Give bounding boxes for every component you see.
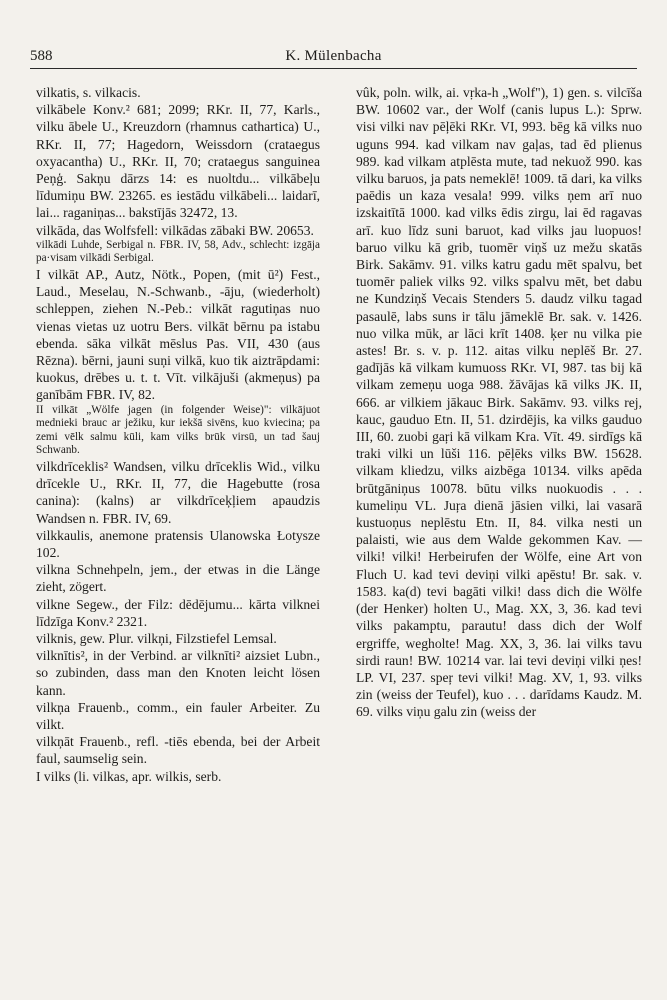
entry-vilkat-1: I vilkāt AP., Autz, Nötk., Popen, (mit ū²) Fest., Laud., Meselau, N.-Schwanb., -āju, (wiederholt) schleppen, ziehen N.-Peb.: vilkāt ragutiņas nuo vienas vietas uz uotru Bers. vilkāt bērnu pa istabu ebenda. sāka vilkāt mēslus Pas. VII, 430 (aus Rēzna). bērni, jauni suņi vilkā, kuo tik aiztrāpdami: kuokus, drēbes u. t. t. Vīt. vilkājuši (akmeņus) pa ganībām FBR. IV, 82. xyxy=(36,267,320,403)
page-header xyxy=(30,48,637,69)
page-number: 588 xyxy=(30,48,53,64)
entry-vilknitis: vilknītis², in der Verbind. ar vilknīti² aizsiet Lubn., so zubinden, dass man den Knoten leicht lösen kann. xyxy=(36,648,320,698)
entry-vilkatis: vilkatis, s. vilkacis. xyxy=(36,85,141,100)
entry-vilknis: vilknis, gew. Plur. vilkņi, Filzstiefel Lemsal. xyxy=(36,631,277,647)
entry-vilkkaulis: vilkkaulis, anemone pratensis Ulanowska Łotysze 102. xyxy=(36,527,320,561)
left-column xyxy=(36,84,320,990)
entry-vilks-continued: vûk, poln. wilk, ai. vṛka-h „Wolf"), 1) gen. s. vilcīša BW. 10602 var., der Wolf (canis lupus L.): Sprw. visi vilki nav pēļēki RKr. VI, 993. bēg kā vilks nuo uguns 994. kad vilkam nav gaļas, tad ēd plienus 989. kad vilkam atplēsta mute, tad nekuož 990. kas vilku baruos, ja pats nemeklē! 1009. tā dari, ka vilks paēdis un kaza vesala! 999. vilks ņem arī nuo izskaitītā 1000. kad vilks ēdis zirgu, lai ēd ragavas arī. kuo līdz suni baruot, kad vilks jau luopuos! baruo vilku kā grib, tuomēr viņš uz mežu skatās Birk. Sakāmv. 91. vilks katru gadu mēt spalvu, bet tuomēr paliek vilks 92. vilks spalvu mēt, bet dabu ne Kundziņš Vecais Stenders 5. daudz vilku tagad pasaulē, labs suns ir tālu jāmeklē Br. sak. v. 1426. nuo vilka mūk, ar lāci krīt 1408. ķer nu vilka pie astes! Br. s. v. p. 112. aitas vilku neplēš Br. 27. gadījās kā vilkam kumuoss RKr. VI, 987. tas bij kā vilkam zemeņu uoga 988. žāvājas kā vilks JK. II, 666. ar vilkiem jākauc Birk. Sakāmv. 93. vilks rej, kauc, gauduo Etn. II, 51. dzirdējis, ka vilks gauduo III, 60. zuobi gaŗi kā vilkam Kra. Vīt. 49. sirdīgs kā traki vilki un lūši 116. pēļēks vilks BW. 15628. vilkam kliedzu, vilks aizbēga 10134. vilks apēda brūtgāniņus 10078. būtu vilks nuokuodis . . . kumeliņu VL. Juŗa dienā jāsien vilki, lai vasarā kustuoņus neplēstu Etn. II, 84. vilka nesti un palaisti, wie aus dem Walde gekommen Kav. — vilki! vilki! Herbeirufen der Wölfe, eine Art von Fluch U. kad tevi deviņi vilki apēstu! Br. sak. v. 1583. ka(d) tevi bagāti vilki! dass dich die Wölfe (der Henker) holten U., Mag. XX, 3, 36. kad tevi vilks pakamptu, parautu! dass dich der Wolf ergriffe, wegholte! Mag. XX, 3, 36. lai vilks tavu sirdi raun! BW. 10214 var. lai tevi deviņi vilki ņes! LP. VI, 237. speŗ tevi vilki! Mag. XV, 1, 93. vilks zin (weiss der Teufel), kuo . . . darīdams Kaudz. M. 69. vilks viņu galu zin (weiss der xyxy=(356,85,642,720)
entry-vilkna-frauenb: vilkņa Frauenb., comm., ein fauler Arbeiter. Zu vilkt. xyxy=(36,699,320,733)
entry-vilkadi: vilkādi Luhde, Serbigal n. FBR. IV, 58, Adv., schlecht: izgāja pa·visam vilkādi Serbigal. xyxy=(36,238,320,265)
entry-vilkat-2: II vilkāt „Wölfe jagen (in folgender Weise)": vilkājuot mednieki brauc ar ježiku, kur iekšā sivēns, kuo kviecina; pa zemi vēlk salmu kūli, kam vilks brūk virsū, un tad šauj Schwanb. xyxy=(36,403,320,457)
running-head-author: K. Mülenbacha xyxy=(285,48,382,64)
entry-vilks: I vilks (li. vilkas, apr. wilkis, serb. xyxy=(36,768,222,784)
entry-vilkada: vilkāda, das Wolfsfell: vilkādas zābaki BW. 20653. xyxy=(36,222,314,238)
right-column xyxy=(356,84,642,990)
entry-vilkabele: vilkābele Konv.² 681; 2099; RKr. II, 77, Karls., vilku ābele U., Kreuzdorn (rhamnus cathartica) U., RKr. II, 77; Hagedorn, Weissdorn (crataegus oxyacantha) U., RKr. II, 70; crataegus sanguinea Peņģ. Sakņu dārzs 14: es nuoltdu... vilkābeļu līdumiņu BW. 23265. es iestādu vilkābeli... laidarī, lai... raganiņas... bakstījās 32472, 13. xyxy=(36,102,320,221)
entry-vilknat: vilkņāt Frauenb., refl. -tiēs ebenda, bei der Arbeit faul, saumselig sein. xyxy=(36,734,320,767)
entry-vilkdriceklis: vilkdrīceklis² Wandsen, vilku drīceklis Wid., vilku drīcekle U., RKr. II, 77, die Hagebutte (rosa canina): (kalns) ar vilkdrīceķļiem apaudzis Wandsen n. FBR. IV, 69. xyxy=(36,459,320,526)
entry-vilkna: vilkna Schnehpeln, jem., der etwas in die Länge zieht, zögert. xyxy=(36,562,320,595)
entry-vilkne: vilkne Segew., der Filz: dēdējumu... kārta vilknei līdzīga Konv.² 2321. xyxy=(36,596,320,629)
